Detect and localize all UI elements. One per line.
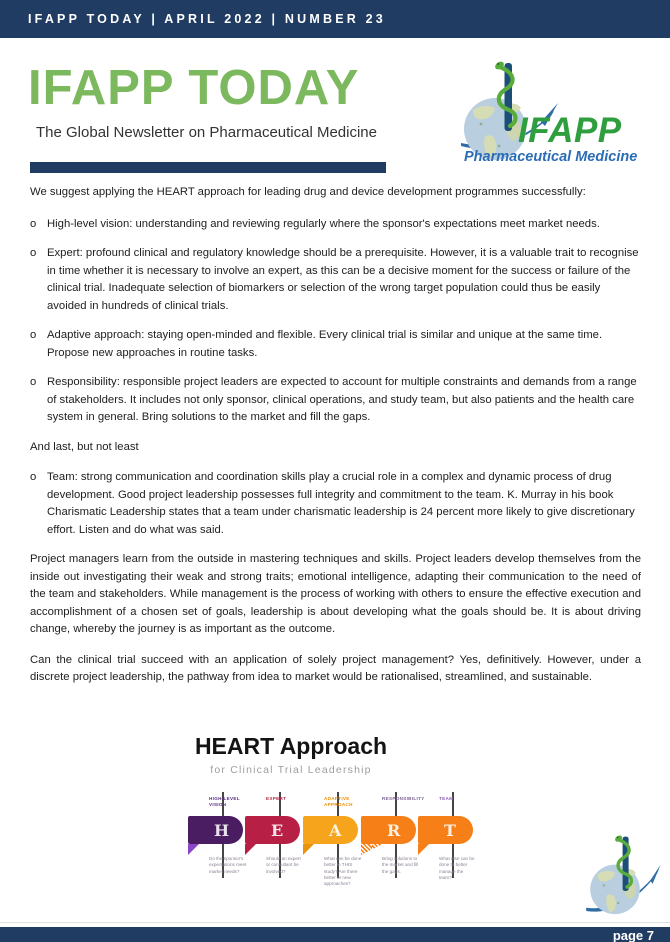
interlude-text: And last, but not least <box>30 440 139 453</box>
bullet-marker: o <box>30 247 37 259</box>
heart-column-a <box>303 792 361 909</box>
bullet-marker: o <box>30 471 37 483</box>
column-heading: RESPONSIBILITY <box>382 796 425 801</box>
column-heading: ADAPTIVE APPROACH <box>324 796 353 807</box>
bullet-item-team <box>30 469 641 539</box>
column-heading: TEAM <box>439 796 454 801</box>
bullet-marker: o <box>30 376 37 388</box>
banner-tail <box>418 844 429 855</box>
bullet-text: High-level vision: understanding and reviewing regularly where the sponsor's expectations meet market needs. <box>47 217 600 230</box>
heart-approach-graphic <box>180 733 476 909</box>
article-body <box>30 184 641 700</box>
column-description: Do the sponsor's expectations meet market needs? <box>209 856 247 874</box>
letter-banner-r: R <box>361 816 416 844</box>
bullet-text: Team: strong communication and coordination skills play a crucial role in a complex and dynamic process of drug development. Good project leadership possesses full integrity and commitment to the team. K. Murray in his book Charismatic Leadership states that a team under charismatic leadership is 24 percent more likely to give discretionary effort. Listen and do what was said. <box>47 471 635 536</box>
letter-banner-h: H <box>188 816 243 844</box>
footer-globe-icon <box>583 831 663 928</box>
logo-tagline: Pharmaceutical Medicine <box>464 149 638 165</box>
heart-column-t <box>418 792 476 909</box>
heart-graphic-title: HEART Approach <box>194 733 388 759</box>
column-description: What can be done better in THIS study? Are there better or new approaches? <box>324 856 362 887</box>
heart-columns <box>180 792 476 909</box>
column-description: Bring solutions to the market and fill the gaps. <box>382 856 419 874</box>
bullet-item-adaptive-approach <box>30 327 641 362</box>
globe-caduceus-icon <box>583 831 663 923</box>
letter-banner-e: E <box>245 816 300 844</box>
ifapp-logo <box>455 56 650 174</box>
banner-tail <box>361 844 383 855</box>
body-paragraph-leadership: Project managers learn from the outside in mastering techniques and skills. Project leaders develop themselves from the inside out investigating their weak and strong traits; emotional intelligence, adapting their communication to the need of the team and stakeholders. While management is the process of working with others to ensure the effective execution and accomplishment of a chosen set of goals, leadership is about developing what the goals should be. It is about driving change, whereby the journey is as important as the outcome. <box>30 553 641 635</box>
bullet-text: Expert: profound clinical and regulatory knowledge should be a prerequisite. However, it is a valuable trait to recognise in time whether it is necessary to involve an expert, as this can be a decisive moment for the success or failure of the clinical trial. Inadequate selection of biomarkers or selection of the wrong target population could thus be easily avoided in hundreds of clinical trials. <box>47 247 639 312</box>
bullet-item-expert <box>30 245 641 315</box>
bullet-text: Responsibility: responsible project leaders are expected to account for multiple constraints and demands from a range of stakeholders. It includes not only sponsor, clinical operations, and study team, but also patients and the health care system in general. Bring solutions to the market and fill the gaps. <box>47 376 637 423</box>
bullet-item-high-level-vision <box>30 216 641 234</box>
logo-wordmark: IFAPP <box>518 111 622 150</box>
heart-column-e <box>245 792 303 909</box>
bullet-text: Adaptive approach: staying open-minded and flexible. Every clinical trial is similar and unique at the same time. Propose new approaches in routine tasks. <box>47 329 603 359</box>
letter-banner-t: T <box>418 816 473 844</box>
heart-column-h <box>188 792 246 909</box>
page-number: page 7 <box>612 928 654 942</box>
letter-banner-a: A <box>303 816 358 844</box>
intro-paragraph: We suggest applying the HEART approach for leading drug and device development programmes successfully: <box>30 186 586 198</box>
page-title: IFAPP TODAY <box>28 61 360 115</box>
column-description: What else can be done to better manage the team? <box>439 856 475 880</box>
banner-tail <box>303 844 314 855</box>
footer-bar <box>0 927 670 942</box>
title-underline <box>30 162 386 173</box>
header-bar-title: IFAPP TODAY | APRIL 2022 | NUMBER 23 <box>28 12 386 26</box>
column-heading: EXPERT <box>266 796 287 801</box>
heart-graphic-subtitle: for Clinical Trial Leadership <box>210 764 372 776</box>
body-paragraph-conclusion: Can the clinical trial succeed with an application of solely project management? Yes, definitively. However, under a discrete project leadership, the pathway from idea to market would be rationalised, streamlined, and sustainable. <box>30 653 641 683</box>
footer-divider <box>0 922 670 923</box>
bullet-marker: o <box>30 329 37 341</box>
bullet-item-responsibility <box>30 374 641 427</box>
bullet-marker: o <box>30 217 37 230</box>
page-subtitle: The Global Newsletter on Pharmaceutical Medicine <box>36 124 377 141</box>
column-heading: HIGH-LEVEL VISION <box>209 796 240 807</box>
heart-column-r <box>361 792 425 909</box>
column-description: Should an expert or consultant be involved? <box>266 856 301 874</box>
banner-tail <box>188 844 199 855</box>
banner-tail <box>245 844 256 855</box>
header-bar <box>0 0 670 38</box>
